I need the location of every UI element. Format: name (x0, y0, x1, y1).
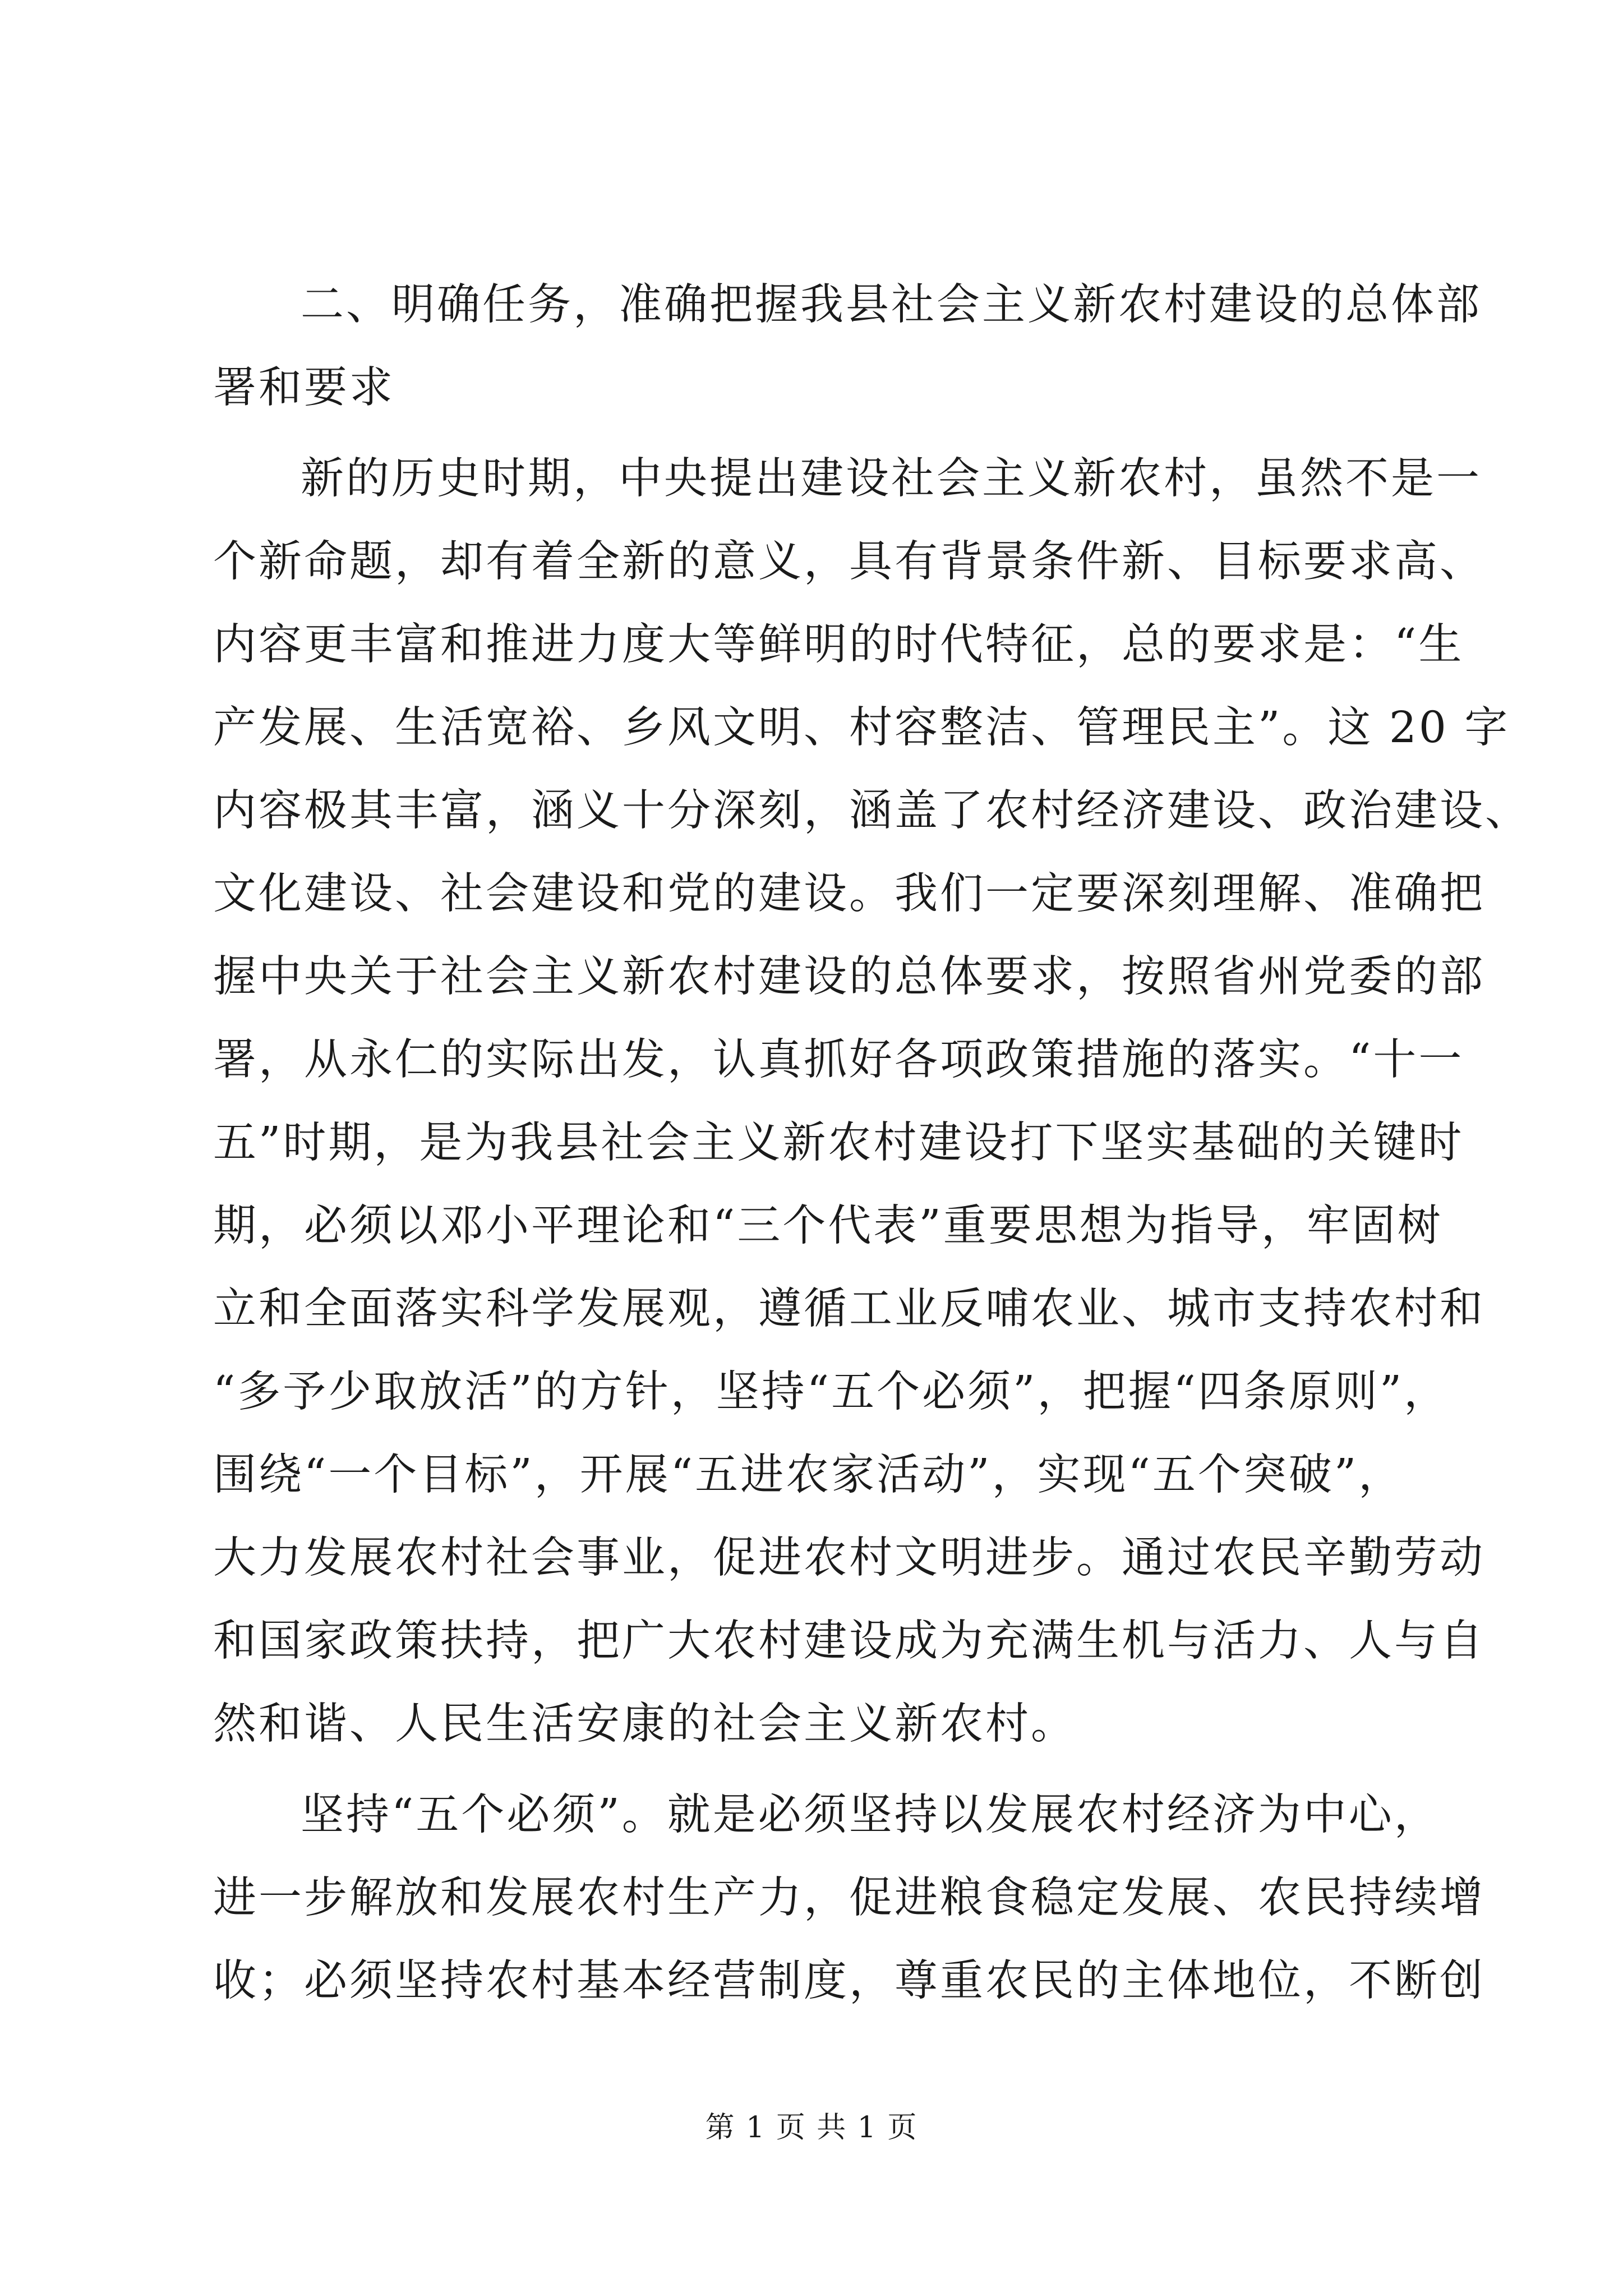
paragraph-line: 围绕“一个目标”，开展“五进农家活动”，实现“五个突破”， (213, 1450, 1404, 1500)
paragraph-line: 个新命题，却有着全新的意义，具有背景条件新、目标要求高、 (213, 537, 1485, 587)
paragraph-line: 进一步解放和发展农村生产力，促进粮食稳定发展、农民持续增 (213, 1873, 1485, 1923)
document-body (213, 264, 1530, 2023)
paragraph-line: 收；必须坚持农村基本经营制度，尊重农民的主体地位，不断创 (213, 1956, 1485, 2006)
heading-line: 署和要求 (213, 363, 395, 413)
paragraph-line: 署，从永仁的实际出发，认真抓好各项政策措施的落实。“十一 (213, 1035, 1464, 1085)
paragraph-line: 期，必须以邓小平理论和“三个代表”重要思想为指导，牢固树 (213, 1201, 1443, 1251)
paragraph-line: 然和谐、人民生活安康的社会主义新农村。 (213, 1699, 1076, 1749)
page-number-footer: 第 1 页 共 1 页 (705, 2111, 918, 2145)
paragraph-line: 文化建设、社会建设和党的建设。我们一定要深刻理解、准确把 (213, 869, 1485, 919)
paragraph-line: 立和全面落实科学发展观，遵循工业反哺农业、城市支持农村和 (213, 1284, 1485, 1334)
section-heading (213, 264, 1482, 430)
paragraph-line: 内容更丰富和推进力度大等鲜明的时代特征，总的要求是：“生 (213, 620, 1464, 670)
paragraph-line: 握中央关于社会主义新农村建设的总体要求，按照省州党委的部 (213, 952, 1485, 1002)
paragraph-line: 五”时期，是为我县社会主义新农村建设打下坚实基础的关键时 (213, 1118, 1464, 1168)
paragraph-line: 产发展、生活宽裕、乡风文明、村容整洁、管理民主”。这 20 字 (213, 703, 1510, 753)
paragraph-line: 和国家政策扶持，把广大农村建设成为充满生机与活力、人与自 (213, 1616, 1485, 1666)
paragraph-line: 坚持“五个必须”。就是必须坚持以发展农村经济为中心， (301, 1790, 1440, 1840)
paragraph-line: 大力发展农村社会事业，促进农村文明进步。通过农民辛勤劳动 (213, 1533, 1485, 1583)
paragraph-line: “多予少取放活”的方针，坚持“五个必须”，把握“四条原则”， (213, 1367, 1450, 1417)
paragraph-line: 新的历史时期，中央提出建设社会主义新农村，虽然不是一 (301, 454, 1482, 504)
paragraph (213, 1774, 1485, 2023)
paragraph-line: 内容极其丰富，涵义十分深刻，涵盖了农村经济建设、政治建设、 (213, 786, 1530, 836)
heading-line: 二、明确任务，准确把握我县社会主义新农村建设的总体部 (301, 280, 1482, 330)
paragraph (213, 438, 1530, 1766)
